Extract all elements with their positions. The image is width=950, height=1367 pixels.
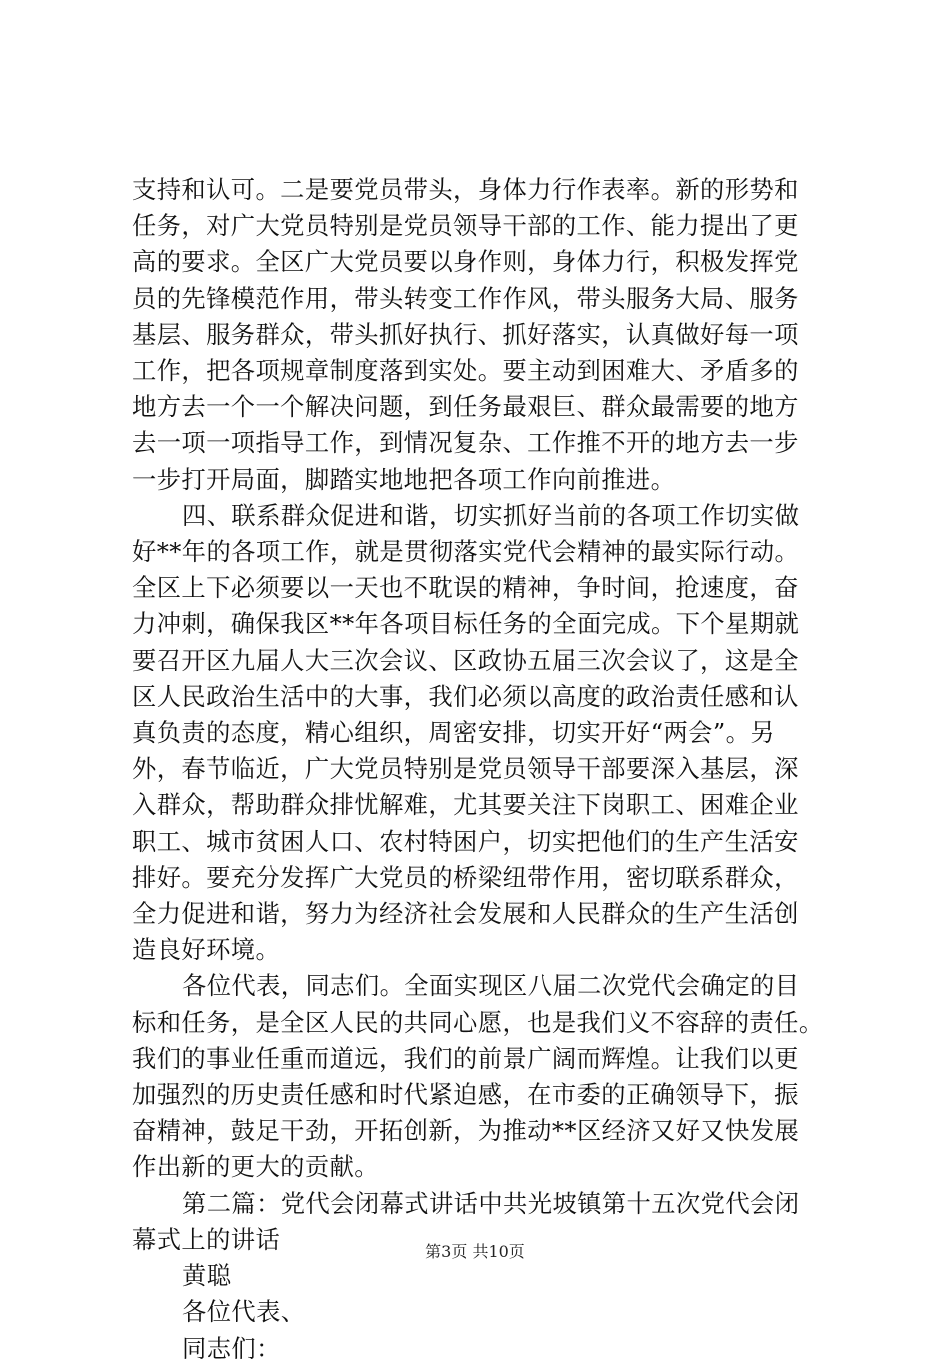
text-line: 去一项一项指导工作，到情况复杂、工作推不开的地方去一步 bbox=[132, 428, 799, 458]
text-line: 造良好环境。 bbox=[132, 935, 281, 965]
text-line: 要召开区九届人大三次会议、区政协五届三次会议了，这是全 bbox=[132, 645, 799, 675]
text-line: 第二篇：党代会闭幕式讲话中共光坡镇第十五次党代会闭 bbox=[182, 1188, 800, 1218]
text-line: 基层、服务群众，带头抓好执行、抓好落实，认真做好每一项 bbox=[132, 319, 799, 349]
text-line: 区人民政治生活中的大事，我们必须以高度的政治责任感和认 bbox=[132, 681, 799, 711]
text-line: 加强烈的历史责任感和时代紧迫感，在市委的正确领导下，振 bbox=[132, 1080, 799, 1110]
salutation-line-2: 同志们： bbox=[182, 1333, 281, 1363]
paragraph-2 bbox=[132, 498, 832, 969]
document-body bbox=[132, 172, 832, 1367]
paragraph-3 bbox=[132, 968, 832, 1185]
text-line: 地方去一个一个解决问题，到任务最艰巨、群众最需要的地方 bbox=[132, 392, 799, 422]
text-line: 员的先锋模范作用，带头转变工作作风，带头服务大局、服务 bbox=[132, 283, 799, 313]
page-number-footer: 第3页 共10页 bbox=[425, 1242, 525, 1261]
text-line: 标和任务，是全区人民的共同心愿，也是我们义不容辞的责任。 bbox=[132, 1007, 824, 1037]
text-line: 奋精神，鼓足干劲，开拓创新，为推动**区经济又好又快发展 bbox=[132, 1116, 800, 1146]
text-line: 作出新的更大的贡献。 bbox=[132, 1152, 379, 1182]
salutation-line-1: 各位代表、 bbox=[182, 1297, 306, 1327]
paragraph-1 bbox=[132, 172, 832, 498]
text-line: 外，春节临近，广大党员特别是党员领导干部要深入基层，深 bbox=[132, 754, 799, 784]
text-line: 四、联系群众促进和谐，切实抓好当前的各项工作切实做 bbox=[182, 500, 800, 530]
text-line: 好**年的各项工作，就是贯彻落实党代会精神的最实际行动。 bbox=[132, 537, 800, 567]
text-line: 各位代表，同志们。全面实现区八届二次党代会确定的目 bbox=[182, 971, 800, 1001]
text-line: 全力促进和谐，努力为经济社会发展和人民群众的生产生活创 bbox=[132, 899, 799, 929]
text-line: 入群众，帮助群众排忧解难，尤其要关注下岗职工、困难企业 bbox=[132, 790, 799, 820]
text-line: 幕式上的讲话 bbox=[132, 1224, 281, 1254]
text-line: 力冲刺，确保我区**年各项目标任务的全面完成。下个星期就 bbox=[132, 609, 800, 639]
text-line: 职工、城市贫困人口、农村特困户，切实把他们的生产生活安 bbox=[132, 826, 799, 856]
text-line: 支持和认可。二是要党员带头，身体力行作表率。新的形势和 bbox=[132, 175, 799, 204]
text-line: 真负责的态度，精心组织，周密安排，切实开好“两会”。另 bbox=[132, 718, 776, 748]
text-line: 一步打开局面，脚踏实地地把各项工作向前推进。 bbox=[132, 464, 676, 494]
text-line: 全区上下必须要以一天也不耽误的精神，争时间，抢速度，奋 bbox=[132, 573, 799, 603]
text-line: 高的要求。全区广大党员要以身作则，身体力行，积极发挥党 bbox=[132, 247, 799, 277]
text-line: 我们的事业任重而道远，我们的前景广阔而辉煌。让我们以更 bbox=[132, 1043, 799, 1073]
text-line: 排好。要充分发挥广大党员的桥梁纽带作用，密切联系群众， bbox=[132, 862, 799, 892]
text-line: 工作，把各项规章制度落到实处。要主动到困难大、矛盾多的 bbox=[132, 356, 799, 386]
speaker-name: 黄聪 bbox=[182, 1261, 232, 1291]
text-line: 任务，对广大党员特别是党员领导干部的工作、能力提出了更 bbox=[132, 211, 799, 241]
